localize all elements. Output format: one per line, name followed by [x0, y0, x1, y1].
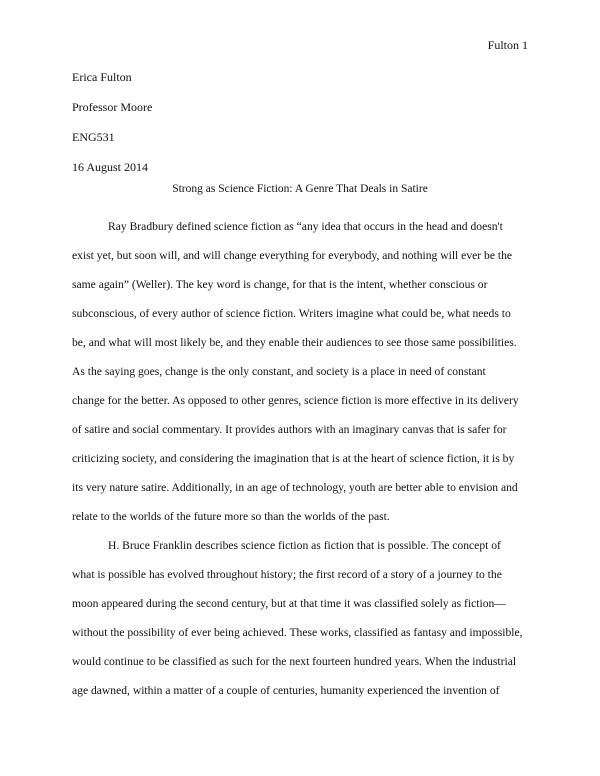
text-line: criticizing society, and considering the imagination that is at the heart of science fiction, it is by [72, 452, 515, 465]
date: 16 August 2014 [72, 160, 149, 174]
mla-heading [72, 70, 528, 190]
essay-body [72, 212, 530, 705]
text-line: subconscious, of every author of science fiction. Writers imagine what could be, what needs to [72, 307, 511, 320]
text-line: As the saying goes, change is the only constant, and society is a place in need of constant [72, 365, 486, 378]
text-line: of satire and social commentary. It provides authors with an imaginary canvas that is safer for [72, 423, 507, 436]
course-name: ENG531 [72, 130, 115, 144]
text-line: relate to the worlds of the future more so than the worlds of the past. [72, 510, 390, 523]
text-line: be, and what will most likely be, and they enable their audiences to see those same possibilities. [72, 336, 517, 349]
essay-title: Strong as Science Fiction: A Genre That Deals in Satire [172, 183, 428, 195]
text-line: what is possible has evolved throughout history; the first record of a story of a journey to the [72, 568, 502, 581]
text-line: moon appeared during the second century, but at that time it was classified solely as fiction— [72, 597, 506, 610]
text-line: H. Bruce Franklin describes science fiction as fiction that is possible. The concept of [108, 539, 501, 552]
text-line: age dawned, within a matter of a couple of centuries, humanity experienced the invention of [72, 684, 500, 697]
text-line: would continue to be classified as such for the next fourteen hundred years. When the industrial [72, 655, 517, 668]
author-name: Erica Fulton [72, 70, 132, 84]
text-line: same again” (Weller). The key word is change, for that is the intent, whether conscious or [72, 278, 488, 291]
text-line: Ray Bradbury defined science fiction as “any idea that occurs in the head and doesn't [108, 220, 503, 233]
text-line: change for the better. As opposed to other genres, science fiction is more effective in its delivery [72, 394, 519, 407]
running-head: Fulton 1 [487, 38, 528, 52]
text-line: exist yet, but soon will, and will change everything for everybody, and nothing will ever be the [72, 249, 513, 262]
instructor-name: Professor Moore [72, 100, 153, 114]
text-line: its very nature satire. Additionally, in an age of technology, youth are better able to envision and [72, 481, 518, 494]
paragraph-2 [72, 531, 530, 705]
text-line: without the possibility of ever being achieved. These works, classified as fantasy and impossible, [72, 626, 523, 639]
paragraph-1 [72, 212, 530, 531]
